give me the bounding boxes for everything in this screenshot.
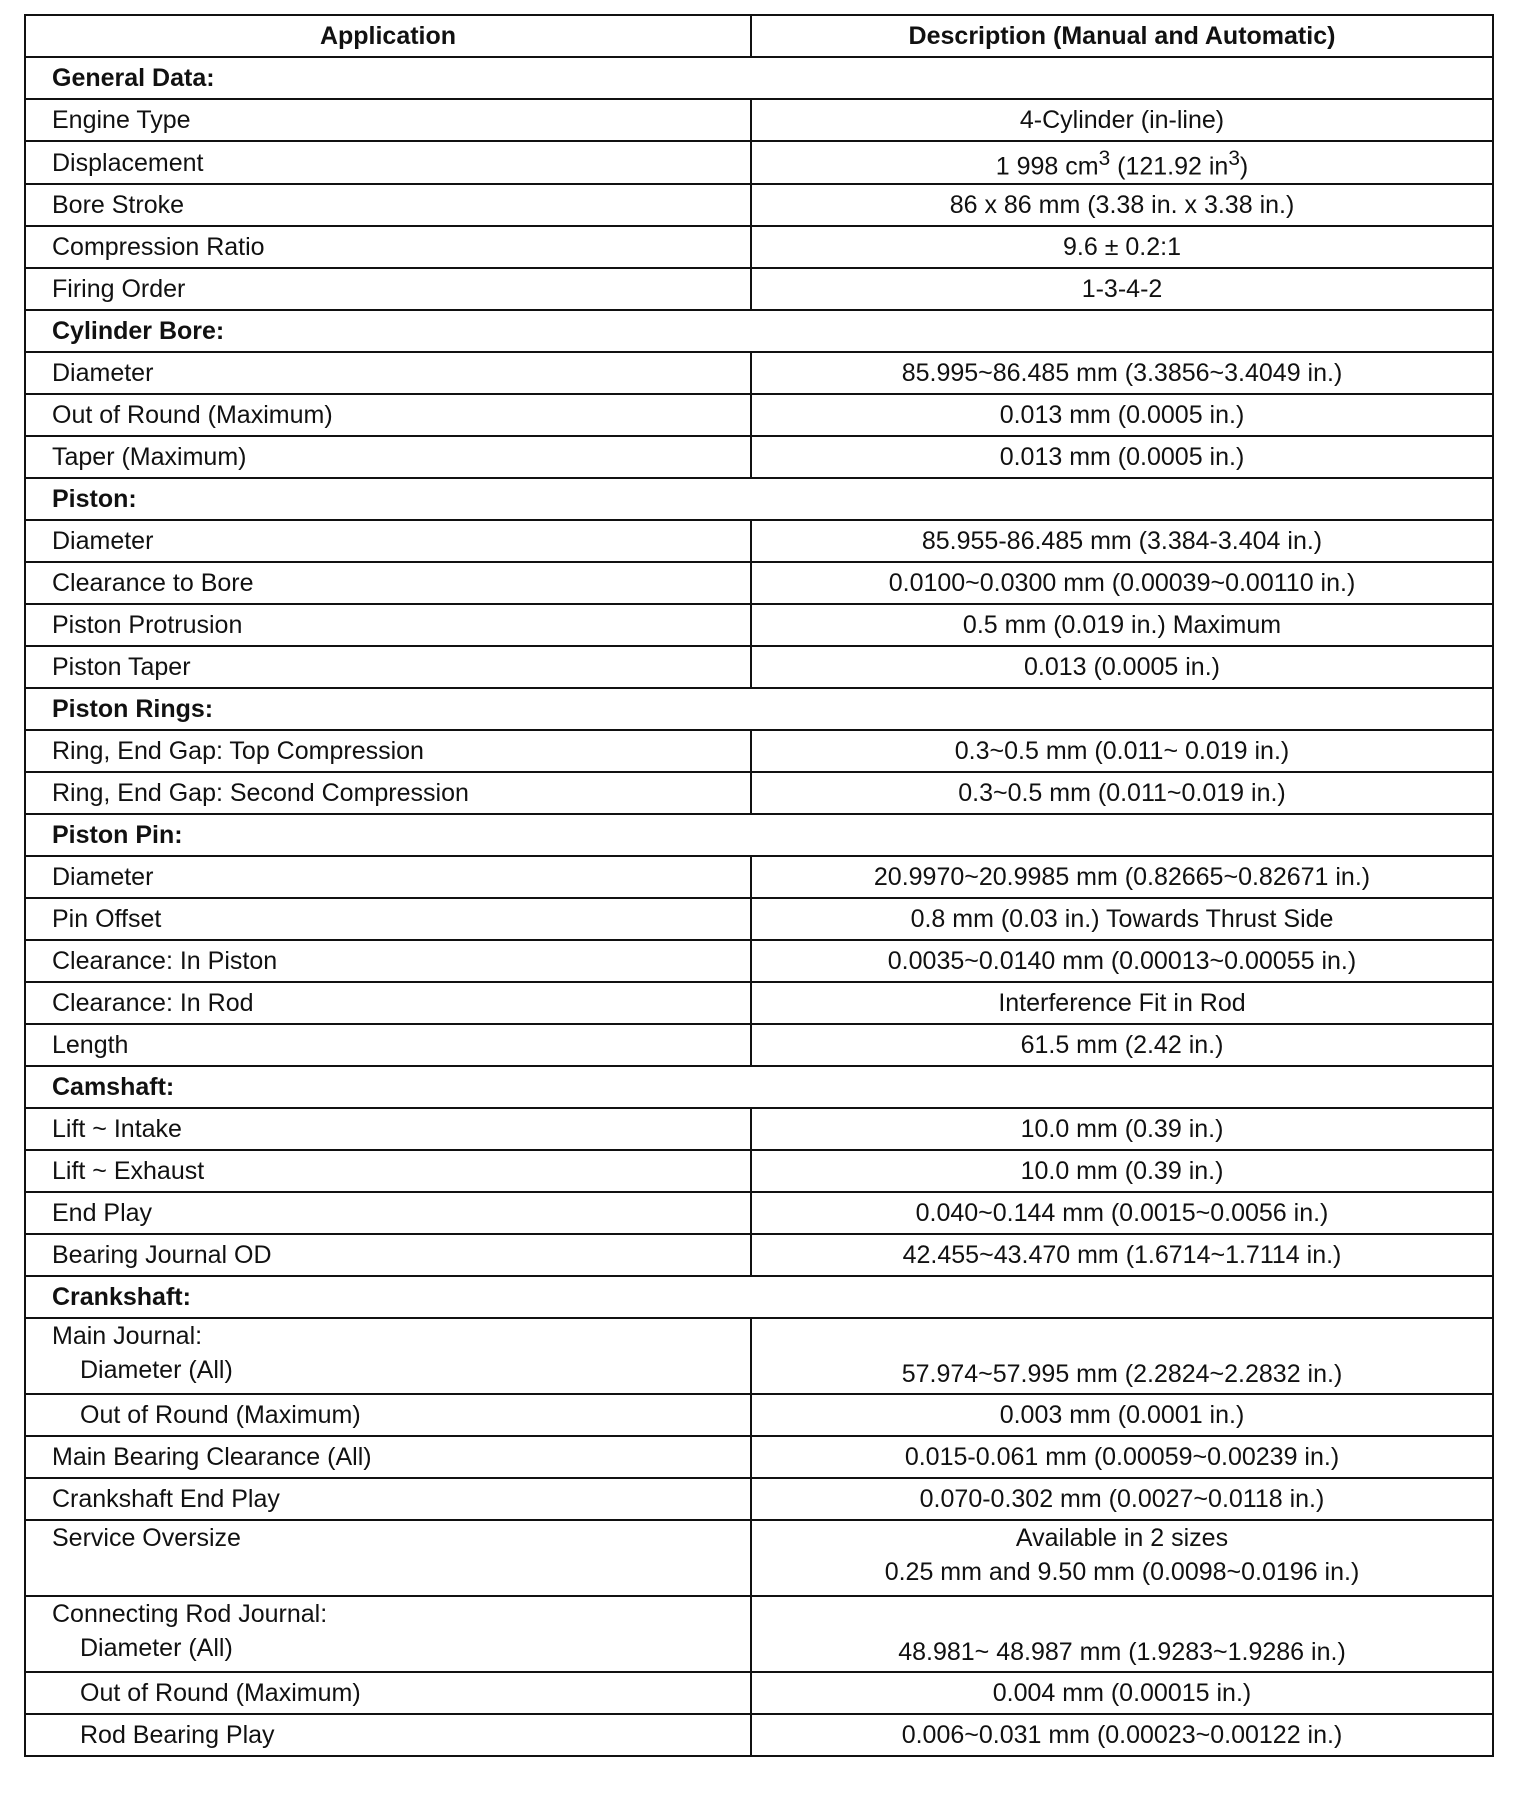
table-row [25,226,1493,268]
row-value: 0.3~0.5 mm (0.011~0.019 in.) [751,772,1493,814]
row-label [25,1714,751,1756]
row-label [25,1394,751,1436]
value-part: 1 998 cm [995,152,1099,181]
column-header-application: Application [25,15,751,57]
row-value: 0.004 mm (0.00015 in.) [751,1672,1493,1714]
row-label: Diameter [25,520,751,562]
row-label: Bore Stroke [25,184,751,226]
row-label [25,1318,751,1394]
section-title: Cylinder Bore: [25,310,1493,352]
engine-specifications-table [24,14,1494,1757]
row-label: Clearance to Bore [25,562,751,604]
superscript: 3 [1228,147,1240,170]
row-label: Firing Order [25,268,751,310]
sub-label: Rod Bearing Play [80,1721,275,1750]
row-value: 9.6 ± 0.2:1 [751,226,1493,268]
sub-label: Out of Round (Maximum) [80,1401,361,1430]
row-value: 48.981~ 48.987 mm (1.9283~1.9286 in.) [751,1596,1493,1672]
group-label: Main Journal: [52,1322,203,1351]
row-value: 4-Cylinder (in-line) [751,99,1493,141]
table-row [25,856,1493,898]
table-row [25,1108,1493,1150]
table-row [25,1318,1493,1394]
row-value: 10.0 mm (0.39 in.) [751,1108,1493,1150]
row-value: 10.0 mm (0.39 in.) [751,1150,1493,1192]
table-row [25,520,1493,562]
row-label: End Play [25,1192,751,1234]
row-label: Crankshaft End Play [25,1478,751,1520]
table-row [25,730,1493,772]
table-row [25,1024,1493,1066]
row-label: Piston Protrusion [25,604,751,646]
row-value: 0.006~0.031 mm (0.00023~0.00122 in.) [751,1714,1493,1756]
row-value [751,141,1493,184]
table-row [25,99,1493,141]
section-row-general-data [25,57,1493,99]
section-title: Piston: [25,478,1493,520]
row-value: 61.5 mm (2.42 in.) [751,1024,1493,1066]
section-row-piston-pin [25,814,1493,856]
section-row-cylinder-bore [25,310,1493,352]
value-line: Available in 2 sizes [1015,1524,1229,1553]
row-label: Lift ~ Exhaust [25,1150,751,1192]
row-label: Service Oversize [25,1520,751,1596]
table-row [25,352,1493,394]
table-row [25,772,1493,814]
value-part: ) [1239,152,1249,181]
table-row [25,1672,1493,1714]
table-row [25,1234,1493,1276]
table-row [25,1436,1493,1478]
table-row [25,1596,1493,1672]
sub-label: Diameter (All) [80,1634,233,1663]
section-title: Camshaft: [25,1066,1493,1108]
table-row [25,1478,1493,1520]
column-header-description: Description (Manual and Automatic) [751,15,1493,57]
row-label: Piston Taper [25,646,751,688]
group-label: Connecting Rod Journal: [52,1600,328,1629]
row-value: 86 x 86 mm (3.38 in. x 3.38 in.) [751,184,1493,226]
table-row [25,184,1493,226]
row-value: 0.013 (0.0005 in.) [751,646,1493,688]
row-label: Lift ~ Intake [25,1108,751,1150]
row-label: Engine Type [25,99,751,141]
section-title: Piston Rings: [25,688,1493,730]
row-label: Ring, End Gap: Second Compression [25,772,751,814]
row-value: 42.455~43.470 mm (1.6714~1.7114 in.) [751,1234,1493,1276]
value-line: 0.25 mm and 9.50 mm (0.0098~0.0196 in.) [884,1558,1360,1587]
row-label: Taper (Maximum) [25,436,751,478]
row-value: 0.3~0.5 mm (0.011~ 0.019 in.) [751,730,1493,772]
row-label [25,1672,751,1714]
section-row-piston-rings [25,688,1493,730]
section-row-crankshaft [25,1276,1493,1318]
row-label: Diameter [25,352,751,394]
sub-label: Out of Round (Maximum) [80,1679,361,1708]
table-row [25,1394,1493,1436]
section-row-camshaft [25,1066,1493,1108]
row-value: 0.013 mm (0.0005 in.) [751,436,1493,478]
row-value [751,1520,1493,1596]
table-row [25,141,1493,184]
table-row [25,898,1493,940]
table-row [25,982,1493,1024]
table-header-row [25,15,1493,57]
row-value: 85.955-86.485 mm (3.384-3.404 in.) [751,520,1493,562]
row-label: Clearance: In Rod [25,982,751,1024]
row-label: Compression Ratio [25,226,751,268]
row-label: Bearing Journal OD [25,1234,751,1276]
section-title: General Data: [25,57,1493,99]
row-label: Ring, End Gap: Top Compression [25,730,751,772]
row-label: Out of Round (Maximum) [25,394,751,436]
table-row [25,646,1493,688]
section-row-piston [25,478,1493,520]
table-row [25,436,1493,478]
row-label: Length [25,1024,751,1066]
row-value: 20.9970~20.9985 mm (0.82665~0.82671 in.) [751,856,1493,898]
value-part: (121.92 in [1110,152,1229,181]
row-label: Diameter [25,856,751,898]
row-value: 85.995~86.485 mm (3.3856~3.4049 in.) [751,352,1493,394]
row-value: 1-3-4-2 [751,268,1493,310]
row-value: 0.8 mm (0.03 in.) Towards Thrust Side [751,898,1493,940]
row-value: 0.003 mm (0.0001 in.) [751,1394,1493,1436]
table-row [25,394,1493,436]
section-title: Crankshaft: [25,1276,1493,1318]
sub-label: Diameter (All) [80,1356,233,1385]
table-row [25,1520,1493,1596]
superscript: 3 [1098,147,1111,170]
table-row [25,268,1493,310]
row-label: Clearance: In Piston [25,940,751,982]
table-row [25,562,1493,604]
row-label: Displacement [25,141,751,184]
table-row [25,1192,1493,1234]
row-label: Main Bearing Clearance (All) [25,1436,751,1478]
row-value: 0.5 mm (0.019 in.) Maximum [751,604,1493,646]
table-row [25,1150,1493,1192]
row-value: 0.0100~0.0300 mm (0.00039~0.00110 in.) [751,562,1493,604]
row-value: 57.974~57.995 mm (2.2824~2.2832 in.) [751,1318,1493,1394]
table-row [25,940,1493,982]
row-label [25,1596,751,1672]
row-value: 0.070-0.302 mm (0.0027~0.0118 in.) [751,1478,1493,1520]
row-value: 0.040~0.144 mm (0.0015~0.0056 in.) [751,1192,1493,1234]
row-value: 0.013 mm (0.0005 in.) [751,394,1493,436]
row-value: Interference Fit in Rod [751,982,1493,1024]
row-value: 0.0035~0.0140 mm (0.00013~0.00055 in.) [751,940,1493,982]
table-row [25,604,1493,646]
table-row [25,1714,1493,1756]
section-title: Piston Pin: [25,814,1493,856]
row-value: 0.015-0.061 mm (0.00059~0.00239 in.) [751,1436,1493,1478]
row-label: Pin Offset [25,898,751,940]
